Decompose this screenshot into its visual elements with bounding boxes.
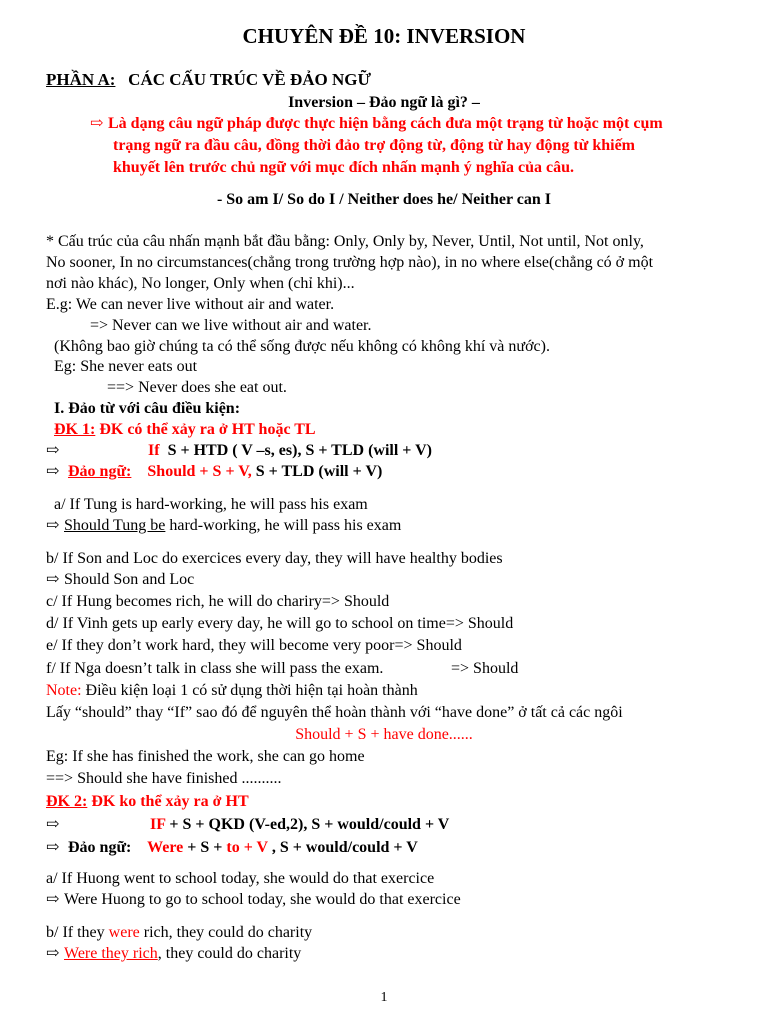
dk1-dn-label: Đảo ngữ: [68, 463, 132, 480]
dk1-if-word: If [148, 442, 160, 459]
eg1-translation: (Không bao giờ chúng ta có thể sống được nếu không có không khí và nước). [54, 338, 550, 355]
note-line [46, 681, 418, 701]
ex-f [46, 659, 519, 679]
dk2-dn-were: Were [147, 839, 184, 856]
arrow-right-icon: ⇨ [46, 463, 60, 480]
dk2-heading [46, 792, 249, 812]
dk2-dn-label: Đảo ngữ: [68, 839, 132, 856]
dk1-label: ĐK 1: [54, 421, 96, 438]
arrow-right-icon: ⇨ [46, 816, 60, 833]
arrow-right-icon: ⇨ [46, 571, 60, 588]
ex-f-question: f/ If Nga doesn’t talk in class she will pass the exam. [46, 660, 384, 677]
dk2-if-formula [46, 815, 449, 835]
dk1-inversion-formula [46, 462, 382, 482]
eg2-line: Eg: She never eats out [54, 358, 198, 375]
section-1-heading: I. Đảo từ với câu điều kiện: [54, 400, 241, 417]
ex-b-answer [46, 570, 194, 590]
so-line: - So am I/ So do I / Neither does he/ Neither can I [216, 191, 552, 208]
arrow-right-icon: ⇨ [46, 839, 60, 856]
ex2-b-post: rich, they could do charity [139, 924, 313, 941]
structure-line-2: No sooner, In no circumstances(chẳng trong trường hợp nào), in no where else(chẳng có ở một [46, 254, 654, 271]
dk1-if-formula [46, 441, 432, 461]
dk1-dn-red: Should + S + V, [147, 463, 252, 480]
eg1-inversion: => Never can we live without air and water. [90, 317, 372, 334]
ex2-a-question: a/ If Huong went to school today, she would do that exercice [46, 870, 435, 887]
dk2-if-word: IF [150, 816, 166, 833]
eg3-line: Eg: If she has finished the work, she can go home [46, 748, 365, 765]
dk2-inversion-formula [46, 838, 418, 858]
dk1-dn-rest: S + TLD (will + V) [251, 463, 383, 480]
note-line-2: Lấy “should” thay “If” sao đó để nguyên thể hoàn thành với “have done” ở tất cả các ngôi [46, 704, 623, 721]
ex-b-answer-text: Should Son and Loc [64, 571, 195, 588]
dk2-text: ĐK ko thể xảy ra ở HT [91, 793, 249, 810]
page-number: 1 [380, 990, 388, 1005]
ex-d: d/ If Vinh gets up early every day, he will go to school on time=> Should [46, 615, 514, 632]
ex-a-question: a/ If Tung is hard-working, he will pass his exam [54, 496, 368, 513]
arrow-right-icon: ⇨ [46, 442, 60, 459]
dk2-dn-to: to + V [226, 839, 268, 856]
dk2-dn-rest: , S + would/could + V [267, 839, 418, 856]
subtitle: Inversion – Đảo ngữ là gì? – [288, 94, 480, 111]
ex-a-answer-rest: hard-working, he will pass his exam [165, 517, 402, 534]
dk2-label: ĐK 2: [46, 793, 88, 810]
ex-f-tail: => Should [451, 660, 519, 677]
arrow-right-icon: ⇨ [46, 891, 60, 908]
ex2-b-answer-red: Were they rich [64, 945, 158, 962]
eg1-line: E.g: We can never live without air and water. [46, 296, 335, 313]
dk2-dn-mid: + S + [183, 839, 227, 856]
ex2-a-answer [46, 890, 461, 910]
arrow-right-icon: ⇨ [90, 115, 104, 132]
ex2-b-red: were [108, 924, 140, 941]
note-text: Điều kiện loại 1 có sử dụng thời hiện tại hoàn thành [81, 682, 418, 699]
part-a-text: CÁC CẤU TRÚC VỀ ĐẢO NGỮ [128, 70, 372, 89]
ex-b-question: b/ If Son and Loc do exercices every day, they will have healthy bodies [46, 550, 503, 567]
structure-line-3: nơi nào khác), No longer, Only when (chỉ khi)... [46, 275, 355, 292]
ex-a-answer [46, 516, 401, 536]
definition-line-1 [90, 114, 663, 134]
ex2-b-answer [46, 944, 301, 964]
dk1-if-rest: S + HTD ( V –s, es), S + TLD (will + V) [167, 442, 432, 459]
ex-e: e/ If they don’t work hard, they will become very poor=> Should [46, 637, 462, 654]
ex-c: c/ If Hung becomes rich, he will do chariry=> Should [46, 593, 390, 610]
note-formula: Should + S + have done...... [295, 726, 473, 743]
definition-text-1: Là dạng câu ngữ pháp được thực hiện bằng cách đưa một trạng từ hoặc một cụm [108, 115, 663, 132]
eg3-inversion: ==> Should she have finished .......... [46, 770, 282, 787]
ex2-b-question [46, 923, 312, 943]
page-title: CHUYÊN ĐỀ 10: INVERSION [242, 24, 526, 48]
dk1-heading [54, 420, 316, 440]
definition-line-2: trạng ngữ ra đầu câu, đồng thời đảo trợ động từ, động từ hay động từ khiếm [113, 137, 635, 154]
definition-line-3: khuyết lên trước chủ ngữ với mục đích nhấn mạnh ý nghĩa của câu. [113, 159, 574, 176]
ex-a-answer-underlined: Should Tung be [64, 517, 166, 534]
arrow-right-icon: ⇨ [46, 517, 60, 534]
dk2-if-rest: + S + QKD (V-ed,2), S + would/could + V [165, 816, 450, 833]
structure-line-1: * Cấu trúc của câu nhấn mạnh bắt đầu bằng: Only, Only by, Never, Until, Not until, Not only, [46, 233, 644, 250]
part-a-heading [46, 70, 371, 90]
part-a-label: PHẦN A: [46, 70, 116, 89]
dk1-text: ĐK có thể xảy ra ở HT hoặc TL [99, 421, 316, 438]
ex2-a-answer-text: Were Huong to go to school today, she would do that exercice [64, 891, 461, 908]
ex2-b-answer-rest: , they could do charity [157, 945, 302, 962]
ex2-b-pre: b/ If they [46, 924, 109, 941]
note-label: Note: [46, 682, 82, 699]
arrow-right-icon: ⇨ [46, 945, 60, 962]
eg2-inversion: ==> Never does she eat out. [107, 379, 287, 396]
